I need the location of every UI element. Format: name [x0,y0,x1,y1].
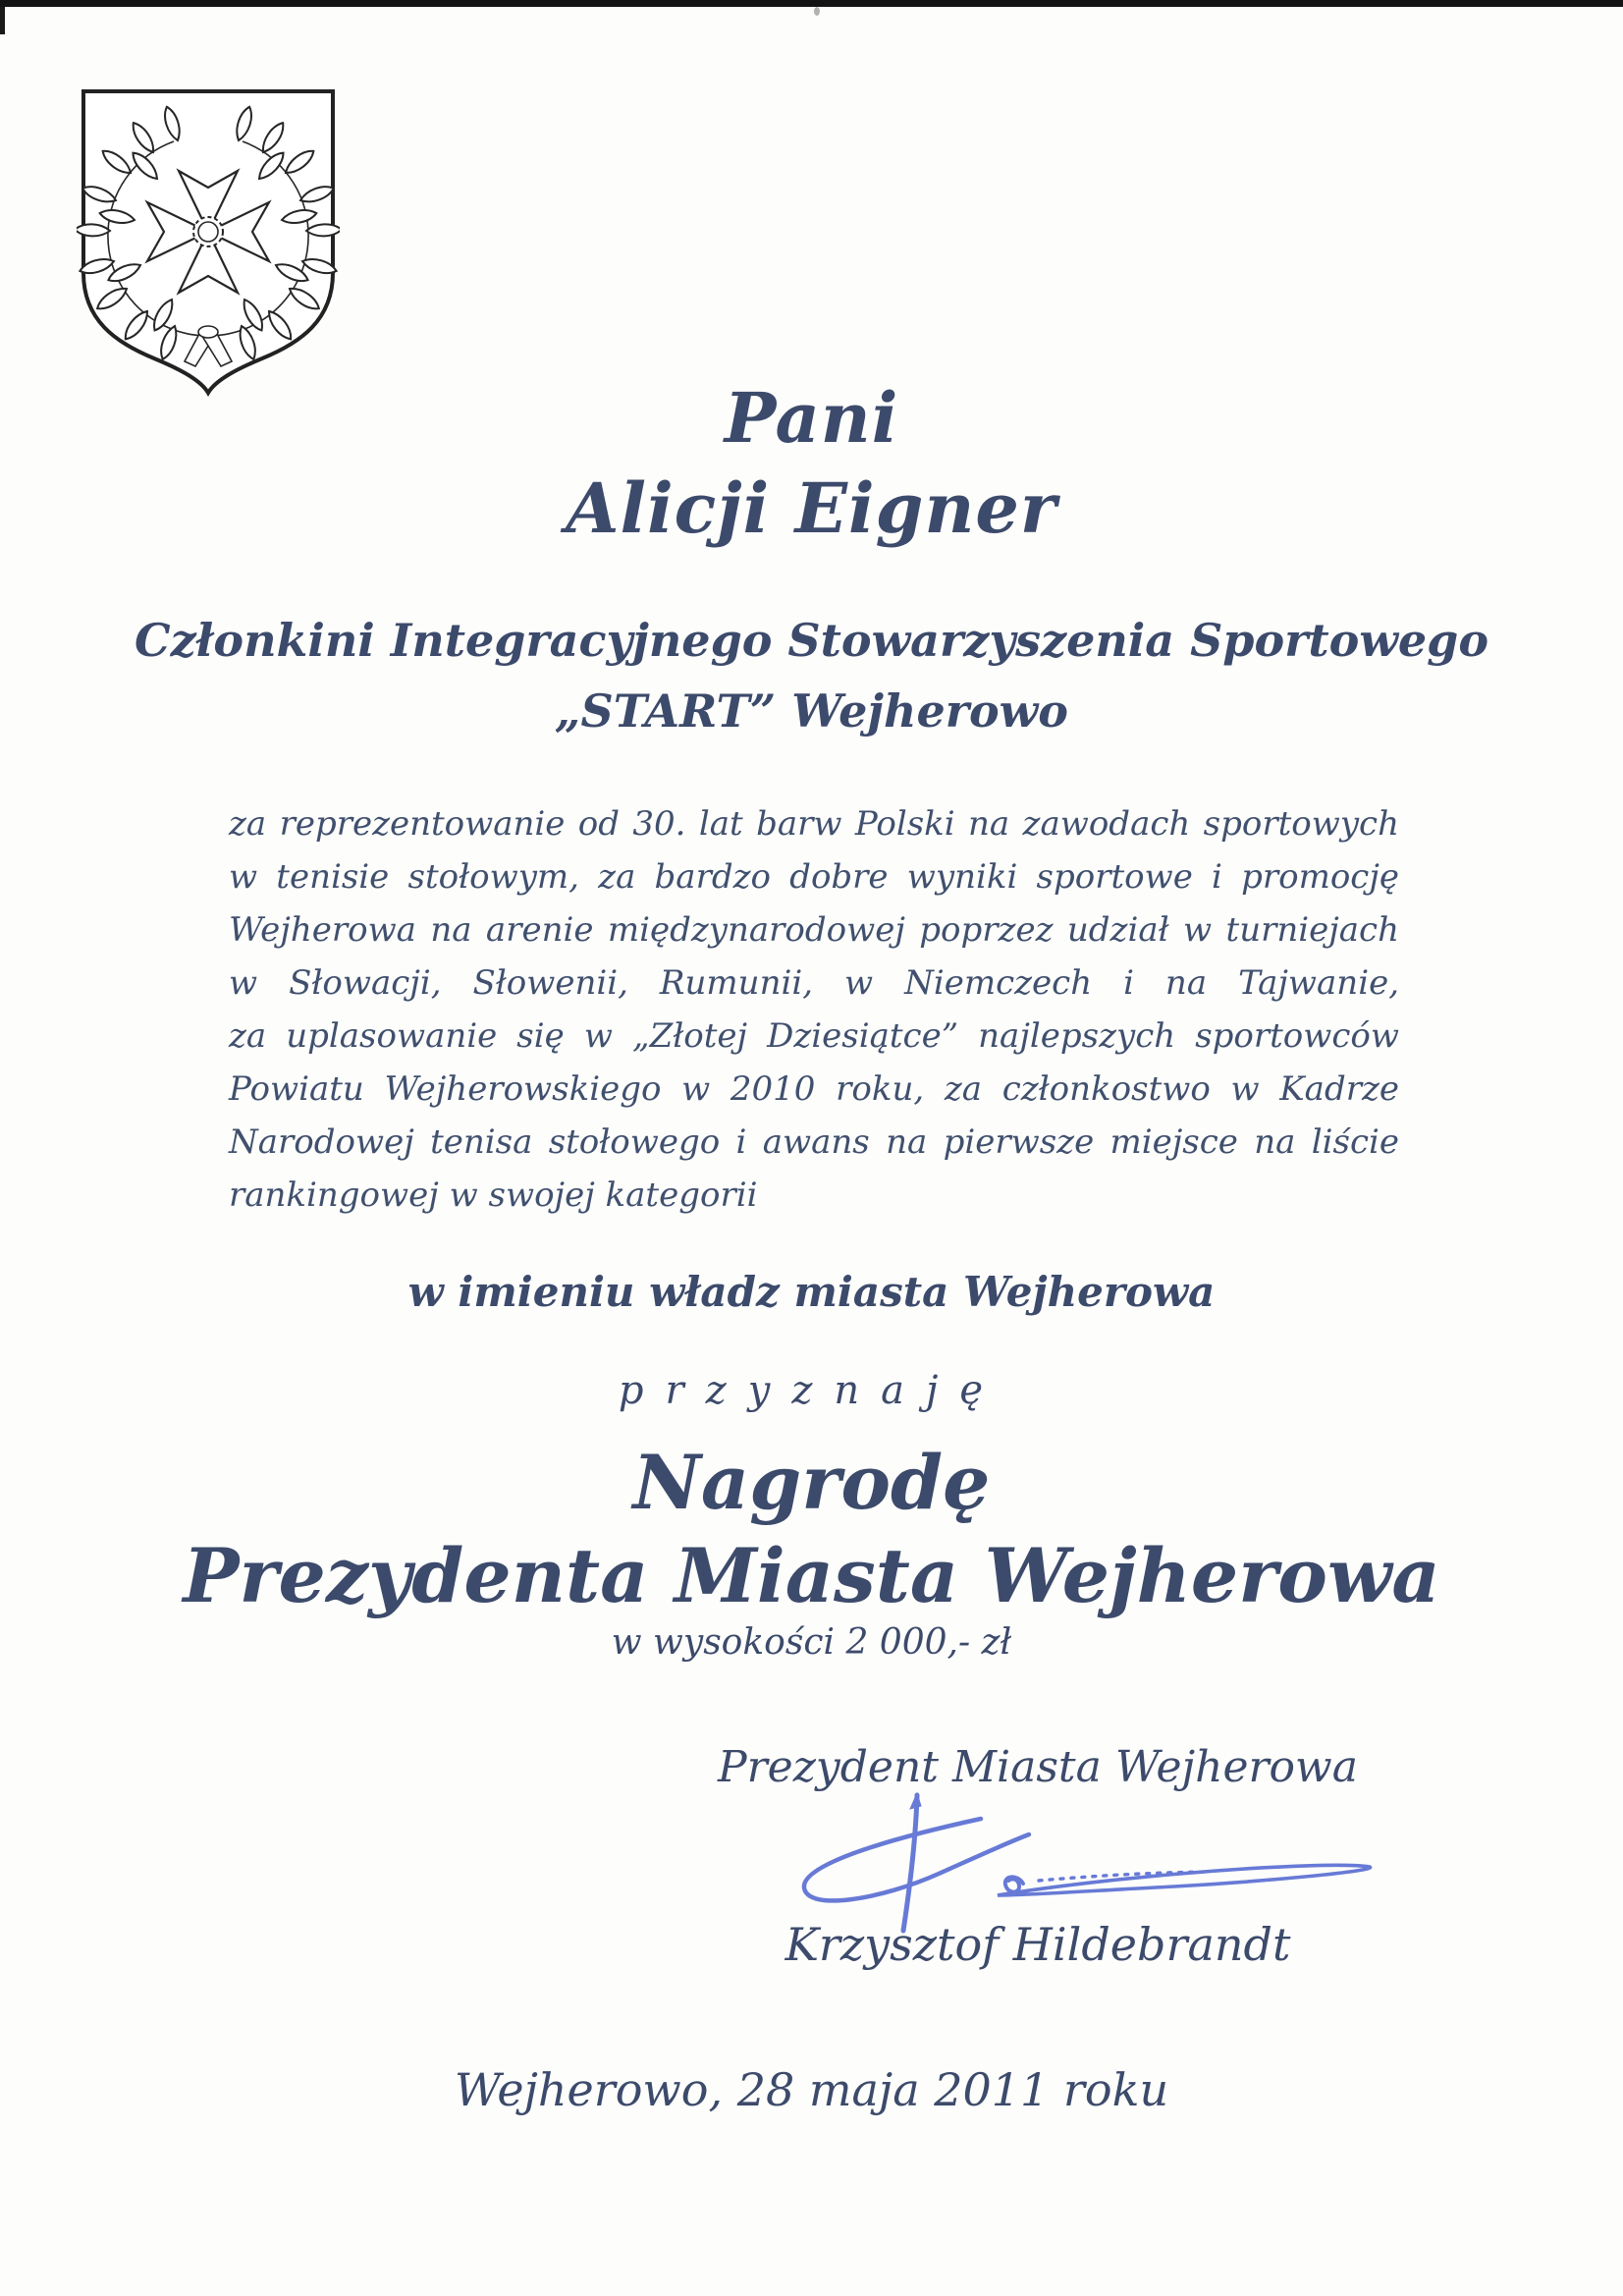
place-date-line: Wejherowo, 28 maja 2011 roku [454,2063,1169,2116]
membership-line-1: Członkini Integracyjnego Stowarzyszenia Sportowego [134,614,1489,667]
citation-line: za reprezentowanie od 30. lat barw Polski na zawodach sportowych [229,804,1399,844]
salutation: Pani [724,377,899,459]
recipient-block [0,373,1623,554]
handwritten-signature [791,1785,1380,1938]
on-behalf-line: w imieniu władz miasta Wejherowa [407,1268,1216,1316]
citation-line: za uplasowanie się w „Złotej Dziesiątce” najlepszych sportowców [229,1016,1399,1056]
scan-edge-strip [0,0,1623,7]
award-title-line-2: Prezydenta Miasta Wejherowa [183,1532,1440,1619]
scan-speck [814,7,820,16]
signer-name: Krzysztof Hildebrandt [784,1918,1291,1971]
citation-paragraph [229,797,1399,1222]
wejherowo-coat-of-arms-icon [77,84,340,401]
membership-line-2: „START” Wejherowo [555,684,1068,738]
citation-line: Narodowej tenisa stołowego i awans na pierwsze miejsce na liście [229,1122,1399,1162]
recipient-name: Alicji Eigner [566,467,1057,549]
citation-line: w tenisie stołowym, za bardzo dobre wyniki sportowe i promocję [229,857,1399,897]
scan-edge-tick [0,7,5,34]
award-title-line-1: Nagrodę [632,1439,991,1526]
citation-line: Wejherowa na arenie międzynarodowej poprzez udział w turniejach [229,910,1399,950]
citation-line: w Słowacji, Słowenii, Rumunii, w Niemczech i na Tajwanie, [229,963,1399,1003]
citation-line: Powiatu Wejherowskiego w 2010 roku, za członkostwo w Kadrze [229,1069,1399,1109]
citation-line: rankingowej w swojej kategorii [229,1175,758,1215]
award-amount: w wysokości 2 000,- zł [611,1622,1012,1663]
signer-title: Prezydent Miasta Wejherowa [718,1742,1358,1792]
membership-block [0,605,1623,746]
grant-word: przyznaję [618,1368,1005,1413]
